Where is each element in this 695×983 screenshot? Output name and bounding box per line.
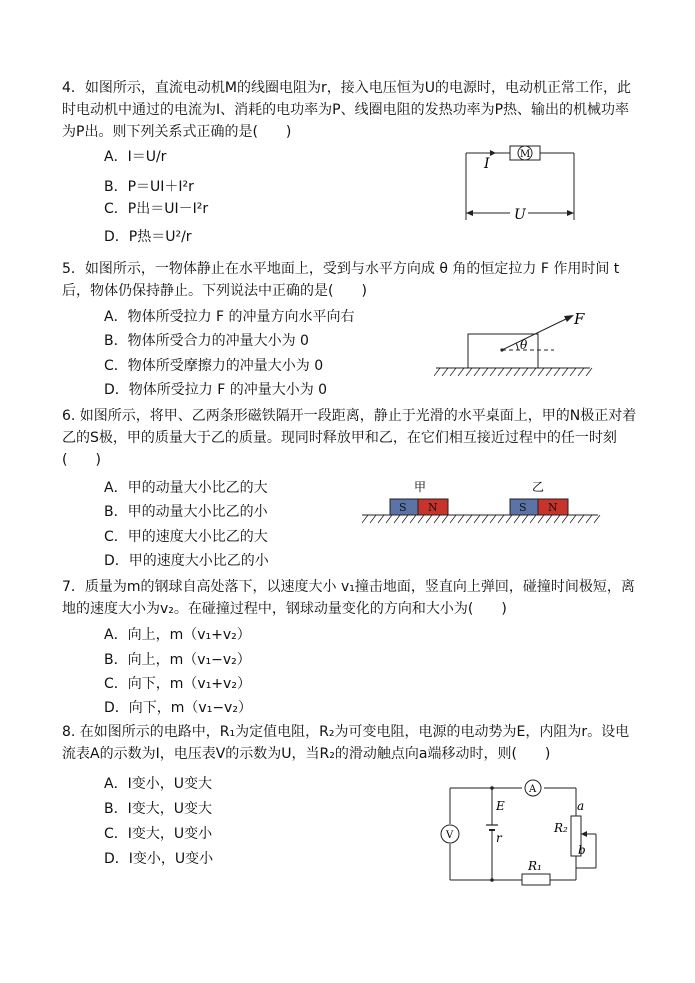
q5-option-c: C．物体所受摩擦力的冲量大小为 0: [104, 358, 324, 374]
q6-option-c: C．甲的速度大小比乙的大: [104, 529, 268, 545]
motor-circuit-diagram: [458, 140, 583, 230]
end-a-label: a: [577, 799, 585, 813]
q8-option-a: A．I变小，U变大: [104, 776, 212, 792]
magnet-b-label: 乙: [532, 480, 545, 494]
angle-label: θ: [520, 338, 528, 352]
magnet-a-label: 甲: [414, 480, 427, 494]
q5-option-d: D．物体所受拉力 F 的冲量大小为 0: [104, 382, 328, 398]
q7-option-d: D．向下，m（v₁−v₂）: [104, 700, 252, 716]
magnet-a-n-pole: N: [428, 501, 438, 514]
q7-option-a: A．向上，m（v₁+v₂）: [104, 627, 251, 643]
question-4-stem: 4．如图所示，直流电动机M的线圈电阻为r，接入电压恒为U的电源时，电动机正常工作，此时电动机中通过的电流为I、消耗的电功率为P、线圈电阻的发热功率为P热、输出的机械功率为P出。则下列关系式正确的是( ): [62, 80, 631, 140]
voltmeter-label: V: [446, 830, 454, 841]
end-b-label: b: [578, 843, 586, 857]
q4-option-c: C．P出＝UI－I²r: [104, 201, 209, 217]
variable-resistor-circuit: [436, 772, 604, 890]
emf-label: E: [496, 799, 505, 813]
q8-option-b: B．I变大，U变大: [104, 801, 212, 817]
q6-option-d: D．甲的速度大小比乙的小: [104, 553, 269, 569]
ammeter-label: A: [529, 784, 537, 795]
question-8-stem: 8. 在如图所示的电路中，R₁为定值电阻，R₂为可变电阻，电源的电动势为E，内阻为r。设电流表A的示数为I，电压表V的示数为U，当R₂的滑动触点向a端移动时，则( ): [62, 724, 630, 762]
current-label: I: [484, 156, 490, 172]
q4-option-d: D．P热＝U²/r: [104, 229, 192, 245]
magnet-a-s-pole: S: [399, 501, 407, 514]
q7-option-c: C．向下，m（v₁+v₂）: [104, 676, 251, 692]
block-force-diagram: [434, 306, 594, 380]
magnet-b-n-pole: N: [548, 501, 558, 514]
q8-option-d: D．I变小，U变小: [104, 851, 214, 867]
r1-label: R₁: [528, 859, 542, 873]
question-7-stem: 7．质量为m的钢球自高处落下，以速度大小 v₁撞击地面，竖直向上弹回，碰撞时间极短，离地的速度大小为v₂。在碰撞过程中，钢球动量变化的方向和大小为( ): [62, 579, 635, 617]
force-label: F: [574, 310, 585, 328]
magnets-diagram: [362, 478, 602, 528]
q5-option-b: B．物体所受合力的冲量大小为 0: [104, 333, 309, 349]
q4-option-a: A．I＝U/r: [104, 149, 167, 165]
motor-label: M: [520, 149, 531, 160]
r2-label: R₂: [554, 821, 568, 835]
q7-option-b: B．向上，m（v₁−v₂）: [104, 652, 251, 668]
q4-option-b: B．P＝UI＋I²r: [104, 179, 194, 195]
voltage-label: U: [514, 207, 526, 223]
question-6-stem: 6. 如图所示，将甲、乙两条形磁铁隔开一段距离，静止于光滑的水平桌面上，甲的N极正对着乙的S极，甲的质量大于乙的质量。现同时释放甲和乙，在它们相互接近过程中的任一时刻( ): [62, 408, 637, 468]
q6-option-a: A．甲的动量大小比乙的大: [104, 480, 268, 496]
q8-option-c: C．I变大，U变小: [104, 826, 213, 842]
internal-resistance-label: r: [496, 831, 502, 845]
q6-option-b: B．甲的动量大小比乙的小: [104, 504, 268, 520]
q5-option-a: A．物体所受拉力 F 的冲量方向水平向右: [104, 309, 355, 325]
question-5-stem: 5．如图所示，一物体静止在水平地面上，受到与水平方向成 θ 角的恒定拉力 F 作用时间 t 后，物体仍保持静止。下列说法中正确的是( ): [62, 261, 620, 299]
magnet-b-s-pole: S: [519, 501, 527, 514]
